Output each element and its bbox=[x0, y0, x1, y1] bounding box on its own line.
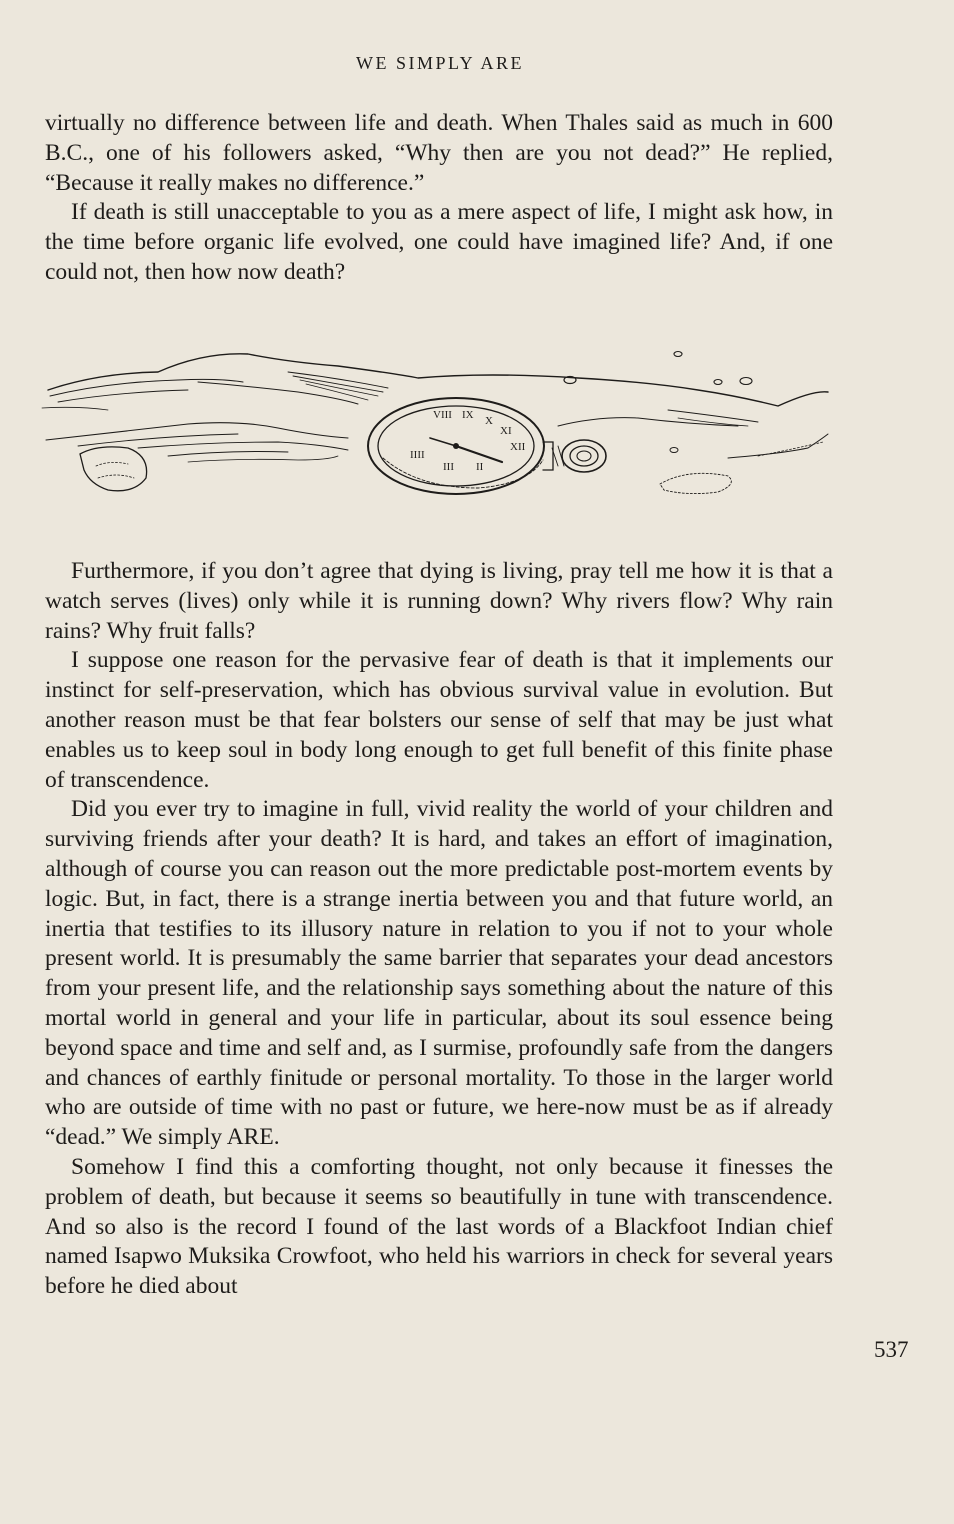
paragraph: Somehow I find this a comforting thought, not only because it finesses the problem of death, but because it seems so beautifully in tune with transcendence. And so also is the record I found of the last words of a Blackfoot Indian chief named Isapwo Muksika Crowfoot, who held his warriors in check for several years before he died about bbox=[45, 1153, 833, 1300]
svg-text:VIII: VIII bbox=[433, 409, 452, 421]
paragraph: I suppose one reason for the pervasive fear of death is that it implements our instinct for self-preservation, which has obvious survival value in evolution. But another reason must be that fear bolsters our sense of self that may be just what enables us to keep soul in body long enough to get full benefit of this finite phase of transcendence. bbox=[45, 647, 833, 793]
paragraph: If death is still unacceptable to you as a mere aspect of life, I might ask how, in the time before organic life evolved, one could have imagined life? And, if one could not, then how now death? bbox=[45, 199, 833, 285]
text-block-bottom bbox=[45, 557, 833, 1302]
svg-text:IX: IX bbox=[462, 409, 474, 421]
svg-text:X: X bbox=[485, 415, 493, 427]
running-head: WE SIMPLY ARE bbox=[355, 53, 525, 73]
page-number: 537 bbox=[874, 1337, 909, 1362]
svg-text:II: II bbox=[476, 461, 484, 473]
svg-text:XII: XII bbox=[510, 441, 526, 453]
svg-text:IIII: IIII bbox=[410, 449, 425, 461]
paragraph: virtually no difference between life and death. When Thales said as much in 600 B.C., one of his followers asked, “Why then are you not dead?” He replied, “Because it really makes no difference.” bbox=[45, 110, 833, 196]
svg-text:III: III bbox=[443, 461, 454, 473]
text-block-top bbox=[45, 109, 833, 288]
watch-stream-illustration bbox=[38, 338, 838, 503]
paragraph: Did you ever try to imagine in full, vivid reality the world of your children and surviving friends after your death? It is hard, and takes an effort of imagination, although of course you can reason out the more predictable post-mortem events by logic. But, in fact, there is a strange inertia between you and that future world, an inertia that testifies to its illusory nature in relation to you if not to your whole present world. It is presumably the same barrier that separates your dead ancestors from your present life, and the relationship says something about the nature of this mortal world in general and your life in particular, about its soul essence being beyond space and time and self and, as I surmise, profoundly safe from the dangers and chances of earthly finitude or personal mortality. To those in the larger world who are outside of time with no past or future, we here-now must be as if already “dead.” We simply ARE. bbox=[45, 796, 833, 1151]
paragraph: Furthermore, if you don’t agree that dying is living, pray tell me how it is that a watch serves (lives) only while it is running down? Why rivers flow? Why rain rains? Why fruit falls? bbox=[45, 558, 833, 644]
svg-text:XI: XI bbox=[500, 425, 512, 437]
